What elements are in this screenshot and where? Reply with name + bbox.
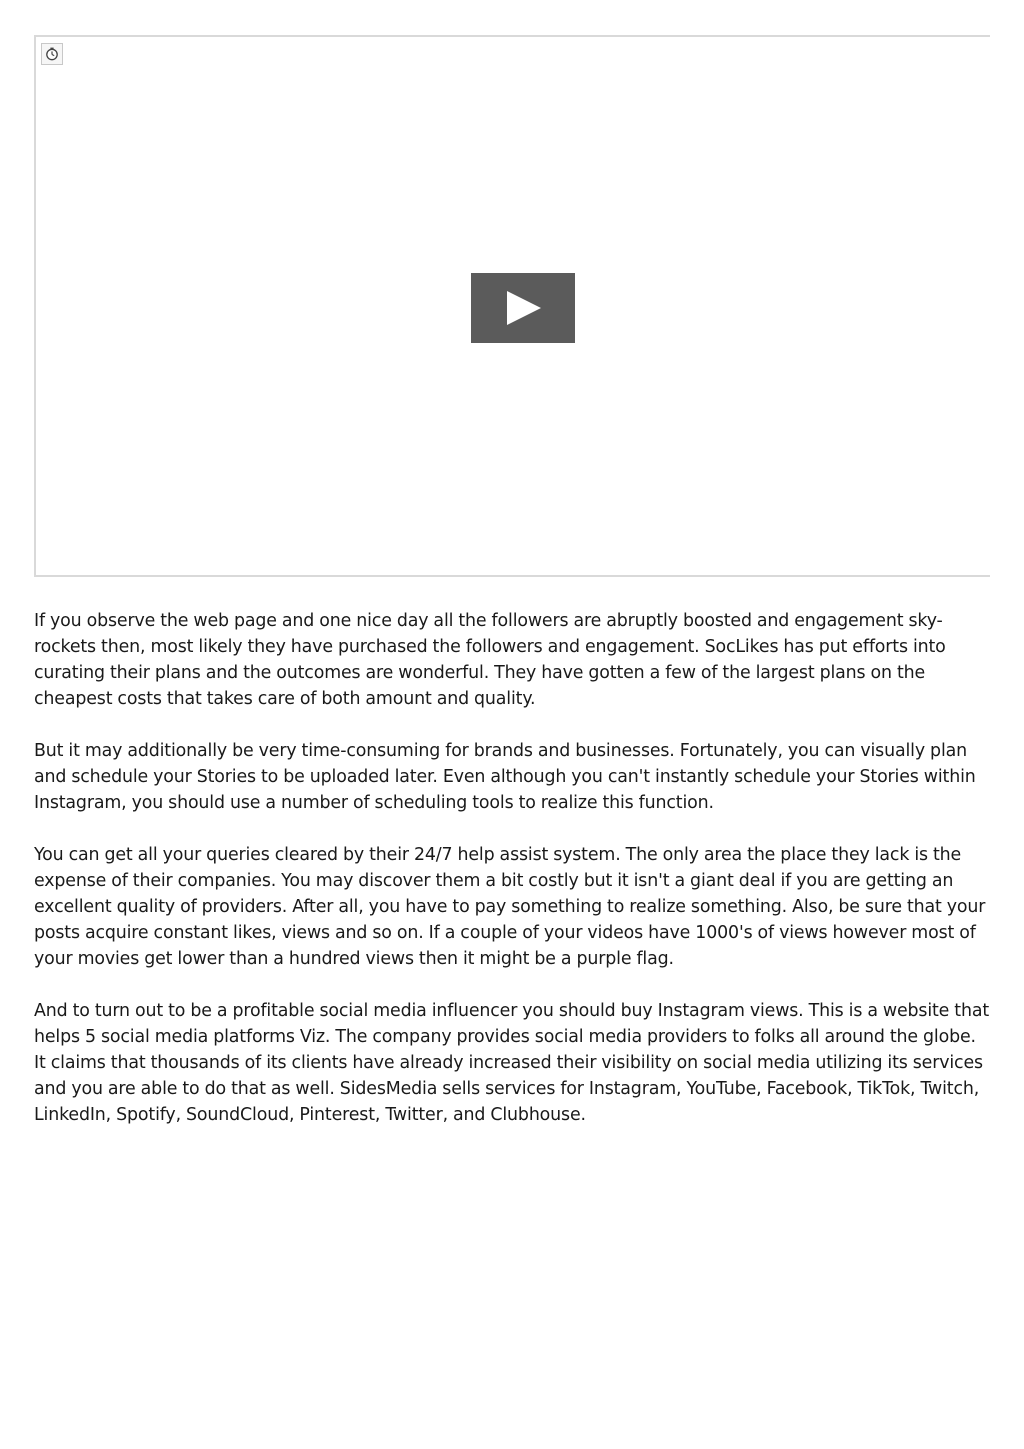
article-body: [34, 608, 990, 1154]
paragraph: You can get all your queries cleared by their 24/7 help assist system. The only area the place they lack is the expense of their companies. You may discover them a bit costly but it isn't a giant deal if you are getting an excellent quality of providers. After all, you have to pay something to realize something. Also, be sure that your posts acquire constant likes, views and so on. If a couple of your videos have 1000's of views however most of your movies get lower than a hundred views then it might be a purple flag.: [34, 845, 986, 969]
play-icon: [507, 291, 541, 325]
play-button[interactable]: [471, 273, 575, 343]
paragraph: But it may additionally be very time-consuming for brands and businesses. Fortunately, you can visually plan and schedule your Stories to be uploaded later. Even although you can't instantly schedule your Stories within Instagram, you should use a number of scheduling tools to realize this function.: [34, 741, 976, 813]
clock-icon: [41, 43, 63, 65]
paragraph: If you observe the web page and one nice day all the followers are abruptly boosted and engagement sky-rockets then, most likely they have purchased the followers and engagement. SocLikes has put efforts into curating their plans and the outcomes are wonderful. They have gotten a few of the largest plans on the cheapest costs that takes care of both amount and quality.: [34, 611, 946, 709]
video-embed[interactable]: [34, 35, 990, 577]
paragraph: And to turn out to be a profitable social media influencer you should buy Instagram views. This is a website that helps 5 social media platforms Viz. The company provides social media providers to folks all around the globe. It claims that thousands of its clients have already increased their visibility on social media utilizing its services and you are able to do that as well. SidesMedia sells services for Instagram, YouTube, Facebook, TikTok, Twitch, LinkedIn, Spotify, SoundCloud, Pinterest, Twitter, and Clubhouse.: [34, 1001, 990, 1125]
